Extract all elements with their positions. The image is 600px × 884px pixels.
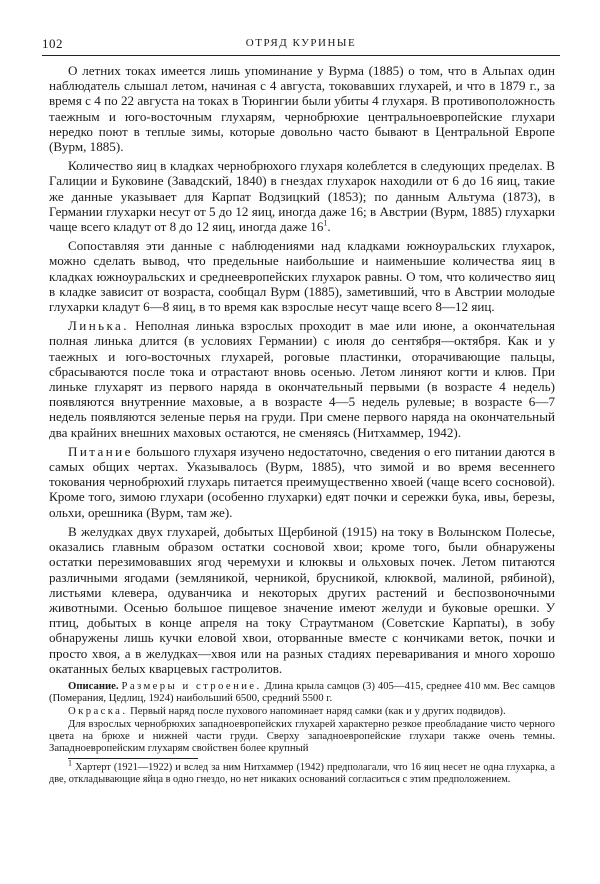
- coloration-text: Первый наряд после пухового напоминает наряд самки (как и у других подвидов).: [127, 705, 506, 718]
- feeding-heading: Питание: [68, 443, 133, 459]
- description-coloration: [49, 705, 555, 717]
- page-header: [42, 36, 560, 54]
- footnote-rule: [68, 758, 198, 759]
- paragraph-summer-leks: О летних токах имеется лишь упоминание у Вурма (1885) о том, что в Альпах один наблюдатель слышал летом, начиная с 4 августа, токовавших глухарей, и что в 1879 г., за время с 4 по 22 августа на токах в Тюрингии были убиты 4 глухаря. В противоположность таежным и юго-восточным глухарям, чернобрюхие центральноевропейские глухари нередко поют в теплые зимы, которые довольно часто бывают в Центральной Европе (Вурм, 1885).: [49, 63, 555, 155]
- size-text: Длина крыла самцов (3) 405—415, среднее 410 мм. Вес самцов (Померания, Цедлиц, 1924) наибольший 6500, средний 5500 г.: [49, 679, 555, 705]
- footnote: [49, 759, 555, 786]
- description-size: [49, 680, 555, 704]
- paragraph-feeding: [49, 444, 555, 520]
- coloration-heading: Окраска.: [68, 705, 128, 718]
- size-heading: Размеры и строение.: [121, 679, 262, 692]
- description-label: Описание.: [68, 679, 119, 692]
- footnote-reference[interactable]: 1: [323, 218, 328, 228]
- paragraph-stomach-contents: В желудках двух глухарей, добытых Щербиной (1915) на току в Волынском Полесье, оказались главным образом остатки сосновой хвои; кроме того, были обнаружены остатки перезимовавших ягод черемухи и клюквы и ольховых почек. Летом питаются различными ягодами (земляникой, черникой, брусникой, клюквой, малиной, рябиной), листьями клевера, одуванчика и некоторых других растений и беспозвоночными животными. Осенью большое пищевое значение имеют желуди и буковые орешки. У птиц, добытых в конце апреля на току Страутманом (Советские Карпаты), в зобу обнаружены лишь кучки еловой хвои, оторванные вместе с кончиками веток, почки и просто хвоя, а в желудках—хвоя или на разных стадиях переваривания и много хорошо окатанных белых кварцевых гастролитов.: [49, 523, 555, 676]
- description-adult-plumage: Для взрослых чернобрюхих западноевропейских глухарей характерно резкое преобладание чисто черного цвета на брюхе и нижней части груди. Сверху западноевропейские глухари также очень темны. Западноевропейским глухарям свойствен более крупный: [49, 718, 555, 755]
- paragraph-clutch-size-end: .: [327, 219, 331, 235]
- body-text: [49, 63, 555, 786]
- footnote-text: Хартерт (1921—1922) и вслед за ним Нитхаммер (1942) предполагали, что 16 яиц несет не одна глухарка, а две, откладывающие яйца в одно гнездо, но нет никаких оснований согласиться с этим предположением.: [49, 762, 555, 786]
- paragraph-moult: [49, 318, 555, 440]
- paragraph-clutch-size: [49, 158, 555, 234]
- feeding-text: большого глухаря изучено недостаточно, сведения о его питании даются в самых общих чертах. Указывалось (Вурм, 1885), что зимой и во время весеннего токования чернобрюхий глухарь питается преимущественно хвоей (чаще всего сосновой). Кроме того, зимою глухари (особенно глухарки) едят почки и сережки бука, ивы, березы, ольхи, орешника (Вурм, там же).: [49, 443, 555, 520]
- moult-text: Неполная линька взрослых проходит в мае или июне, а окончательная полная линька длится (в условиях Германии) с июля до сентября—октября. Как и у таежных и юго-восточных глухарей, роговые пластинки, оторачивающие пальцы, сбрасываются после тока и отрастают вновь осенью. Летом линяют когти и клюв. При линьке глухарят из первого наряда в окончательный первыми (в возрасте 4 недель) появляются внутренние маховые, а в возрасте 4—5 недель рулевые; в возрасте 6—7 недель появляются зеленые перья на груди. При смене первого наряда на окончательный два крайних внешних маховых остаются, не сменяясь (Нитхаммер, 1942).: [49, 318, 555, 440]
- paragraph-comparison: Сопоставляя эти данные с наблюдениями над кладками южноуральских глухарок, можно сделать вывод, что предельные наибольшие и наименьшие количества яиц в кладках южноуральских и среднеевропейских глухарок равны. О том, что количество яиц в кладке зависит от возраста, сообщал Вурм (1885), заметивший, что в Австрии молодые глухарки кладут 6—8 яиц, в то время как взрослые несут чаще всего 8—12 яиц.: [49, 238, 555, 315]
- running-title: ОТРЯД КУРИНЫЕ: [245, 37, 357, 49]
- header-rule: [42, 55, 560, 56]
- page-number: 102: [42, 36, 63, 51]
- moult-heading: Линька.: [68, 318, 129, 334]
- paragraph-clutch-size-text: Количество яиц в кладках чернобрюхого глухаря колеблется в следующих пределах. В Галиции и Буковине (Завадский, 1840) в гнездах глухарок находили от 6 до 16 яиц, такие же данные указывает для Карпат Водзицкий (1853); по данным Альтума (1873), в Германии глухарки несут от 5 до 12 яиц, иногда даже 16; в Австрии (Вурм, 1885) глухарки чаще всего кладут от 8 до 12 яиц, иногда даже 16: [49, 158, 555, 235]
- footnote-marker: 1: [68, 759, 72, 769]
